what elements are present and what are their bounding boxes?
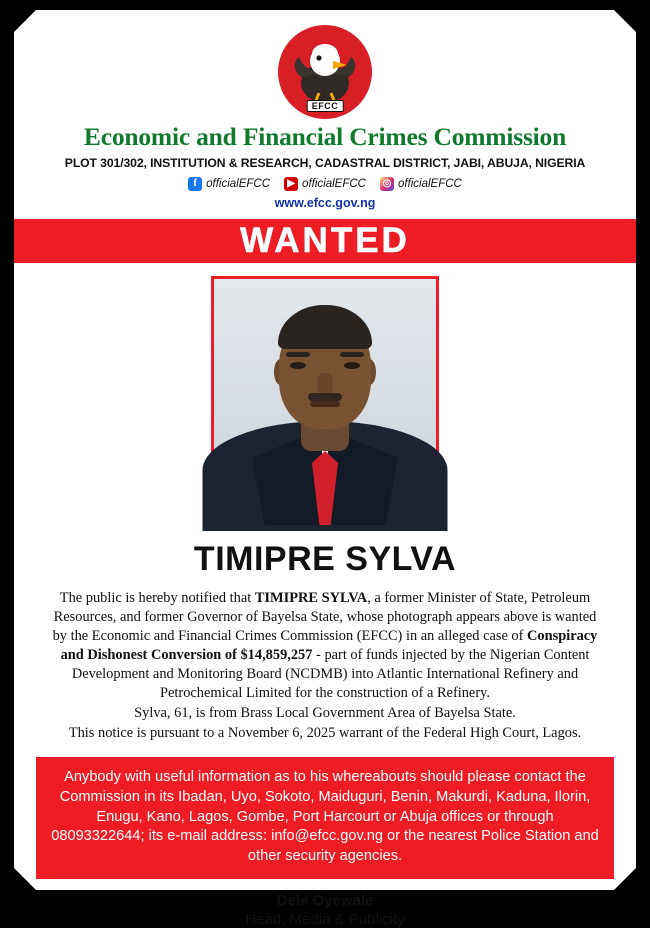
portrait-nose (317, 373, 333, 395)
website-link[interactable]: www.efcc.gov.ng (274, 196, 376, 210)
efcc-logo (14, 24, 636, 120)
signoff (14, 892, 636, 928)
notice-p1-part2: , a former Minister of State, Petroleum Resources, and former Governor of Bayelsa State, whose photograph appears above is wanted by the Economic and Financial Crimes Commission (EFCC) in an alleged case of (52, 590, 597, 645)
wanted-banner (14, 219, 636, 263)
notice-paragraph-3: This notice is pursuant to a November 6, 2025 warrant of the Federal High Court, Lagos. (68, 725, 582, 742)
efcc-logo-circle (278, 25, 372, 119)
organization-name: Economic and Financial Crimes Commission (83, 122, 567, 151)
notice-p1-part3: - part of funds injected by the Nigerian Content Development and Monitoring Board (NCDMB) into Atlantic International Refinery and Petrochemical Limited for the construction of a Refinery. (71, 647, 590, 702)
notice-p1-part1: The public is hereby notified that (59, 590, 255, 606)
portrait-eye-right (344, 362, 360, 369)
poster-sheet (14, 10, 636, 928)
signoff-name: Dele Oyewale (276, 891, 374, 909)
social-facebook[interactable] (188, 177, 270, 191)
poster-header (14, 10, 636, 210)
corner-clip-top-left (14, 10, 36, 32)
portrait-mouth (310, 401, 340, 407)
corner-clip-bottom-left (14, 868, 36, 890)
portrait-mustache (308, 393, 342, 401)
organization-address: PLOT 301/302, INSTITUTION & RESEARCH, CADASTRAL DISTRICT, JABI, ABUJA, NIGERIA (64, 156, 586, 170)
facebook-handle: officialEFCC (206, 178, 271, 190)
notice-paragraph-1 (48, 589, 602, 703)
wanted-banner-text: WANTED (240, 221, 410, 260)
youtube-icon: ▶ (284, 177, 298, 191)
portrait-eye-left (290, 362, 306, 369)
corner-clip-bottom-right (614, 868, 636, 890)
corner-clip-top-right (614, 10, 636, 32)
contact-information-box: Anybody with useful information as to his whereabouts should please contact the Commission in its Ibadan, Uyo, Sokoto, Maiduguri, Benin, Makurdi, Kaduna, Ilorin, Enugu, Kano, Lagos, Gombe, Port Harcourt or Abuja offices or through 08093322644; its e-mail address: info@efcc.gov.ng or the nearest Police Station and other security agencies. (36, 757, 614, 878)
instagram-icon: ◎ (380, 177, 394, 191)
subject-photo (211, 276, 439, 528)
social-instagram[interactable] (380, 177, 462, 191)
instagram-handle: officialEFCC (397, 178, 462, 190)
notice-subject-bold: TIMIPRE SYLVA (254, 590, 368, 606)
social-handles (14, 177, 636, 191)
notice-paragraph-2: Sylva, 61, is from Brass Local Government Area of Bayelsa State. (134, 705, 516, 722)
notice-text (48, 589, 602, 743)
portrait-brow-left (286, 352, 310, 357)
portrait-illustration (214, 279, 436, 525)
notice-charge-bold: Conspiracy and Dishonest Conversion of $14,859,257 (60, 628, 598, 664)
youtube-handle: officialEFCC (302, 178, 366, 190)
subject-name: TIMIPRE SYLVA (193, 540, 457, 578)
portrait-brow-right (340, 352, 364, 357)
eagle-icon (289, 37, 361, 107)
facebook-icon: f (188, 177, 202, 191)
efcc-logo-label: EFCC (307, 100, 344, 112)
signoff-title: Head, Media & Publicity (245, 910, 405, 928)
social-youtube[interactable] (284, 177, 366, 191)
